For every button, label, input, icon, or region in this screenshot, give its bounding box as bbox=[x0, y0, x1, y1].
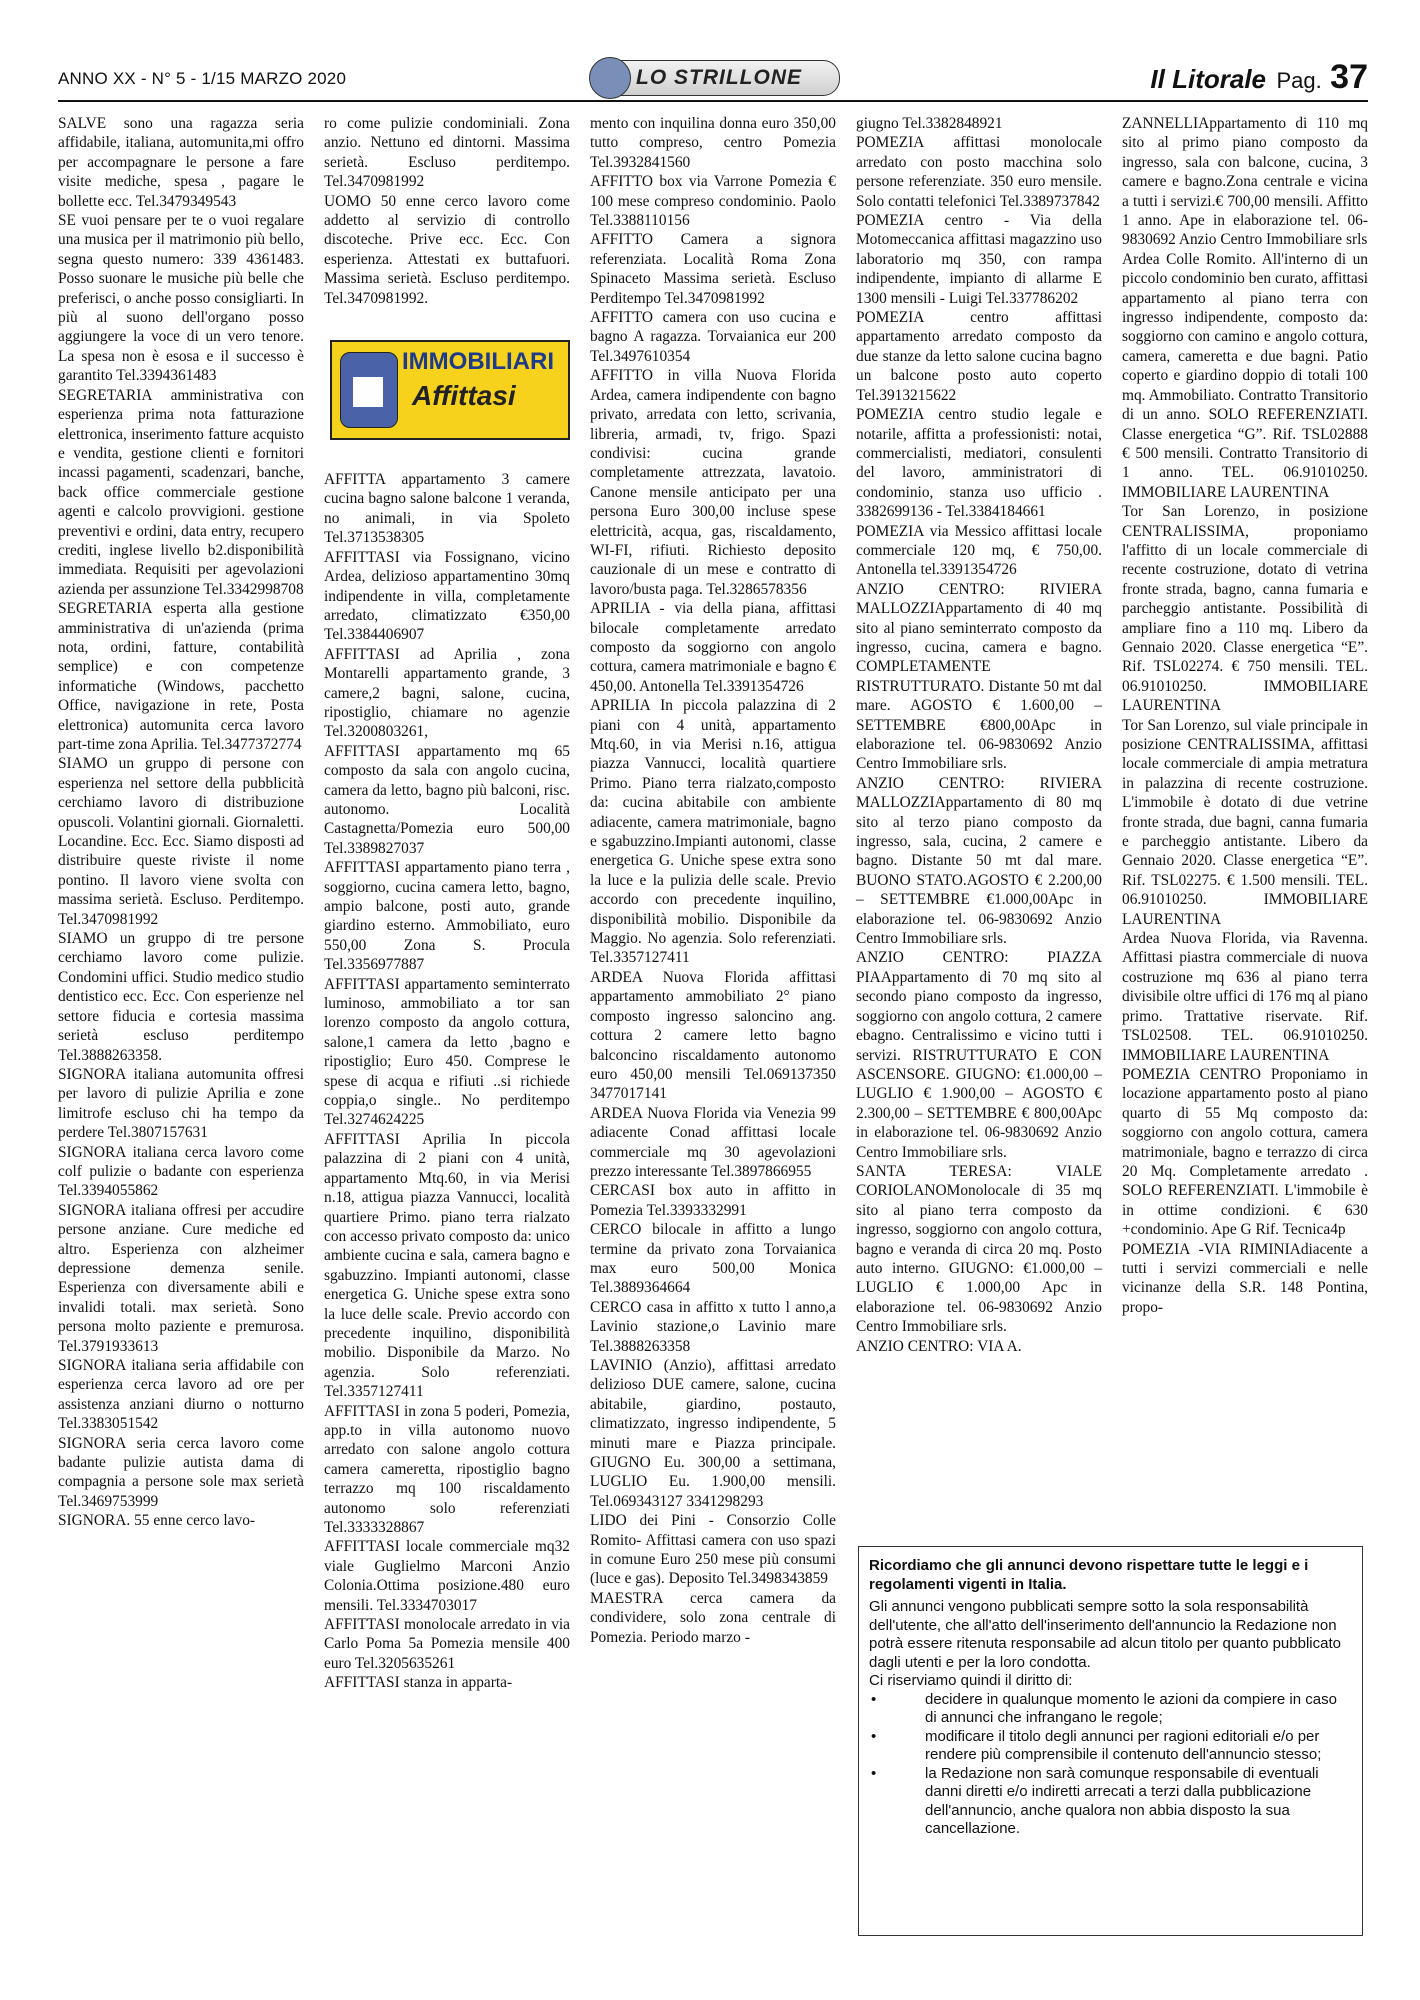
classified-ad: Ardea Colle Romito. All'interno di un piccolo condominio ben curato, affittasi appartamento al piano terra con ingresso indipendente, composto da: soggiorno con camino e angolo cottura, camera, cameretta e due bagni. Patio coperto e giardino doppio di totali 100 mq. Ammobiliato. Contratto Transitorio di un anno. SOLO REFERENZIATI. Classe energetica “G”. Rif. TSL02888 € 500 mensili. Contratto Transitorio di 1 anno. TEL. 06.91010250. IMMOBILIARE LAURENTINA bbox=[1122, 250, 1368, 501]
column-2 bbox=[324, 114, 570, 1693]
classified-ad: LAVINIO (Anzio), affittasi arredato delizioso DUE camere, salone, cucina abitabile, giardino, postauto, climatizzato, ingresso indipendente, 5 minuti mare e Piazza principale. GIUGNO Eu. 300,00 a settimana, LUGLIO Eu. 1.900,00 mensili. Tel.069343127 3341298293 bbox=[590, 1357, 836, 1510]
classified-ad: CERCO casa in affitto x tutto l anno,a Lavinio stazione,o Lavinio mare Tel.3888263358 bbox=[590, 1298, 836, 1355]
classified-ad: SIGNORA seria cerca lavoro come badante pulizie autista dama di compagnia a persone sole max serietà Tel.3469753999 bbox=[58, 1434, 304, 1510]
classified-ad: SIAMO un gruppo di persone con esperienza nel settore della pubblicità cerchiamo lavoro di distribuzione opuscoli. Volantini giornali. Giornaletti. Locandine. Ecc. Ecc. Siamo disposti ad distribuire queste riviste il nome pontino. Il lavoro viene svolta con massima serietà. Escluso. Perditempo. Tel.3470981992 bbox=[58, 755, 304, 928]
logo-text: LO STRILLONE bbox=[636, 66, 802, 89]
classified-ad: SEGRETARIA esperta alla gestione amministrativa di un'azienda (prima nota, ordini, fatture, contabilità semplice) e con competenze informatiche (Windows, pacchetto Office, navigazione in rete, Posta elettronica) automunita cerca lavoro part-time zona Aprilia. Tel.3477372774 bbox=[58, 600, 304, 753]
classified-ad: POMEZIA centro - Via della Motomeccanica affittasi magazzino uso laboratorio mq 350, con rampa indipendente, impianto di allarme E 1300 mensili - Luigi Tel.337786202 bbox=[856, 212, 1102, 307]
notice-bullet: • la Redazione non sarà comunque responsabile di eventuali danni diretti e/o indiretti arrecati a terzi dalla pubblicazione dell'annuncio, anche qualora non abbia disposto la sua cancellazione. bbox=[869, 1765, 1352, 1839]
immobiliari-affittasi-banner bbox=[330, 340, 570, 440]
classified-ad: SIGNORA italiana automunita offresi per lavoro di pulizie Aprilia e zone limitrofe escluso chi ha tempo da perdere Tel.3807157631 bbox=[58, 1065, 304, 1142]
page-label: Pag. bbox=[1276, 68, 1322, 93]
classified-ad: Tor San Lorenzo, in posizione CENTRALISSIMA, proponiamo l'affitto di un locale commerciale di recente costruzione, dotato di vetrina fronte strada, bagno, canna fumaria e parcheggio antistante. Possibilità di ampliare fino a 110 mq. Libero da Gennaio 2020. Classe energetica “E”. Rif. TSL02274. € 750 mensili. TEL. 06.91010250. IMMOBILIARE LAURENTINA bbox=[1122, 503, 1368, 715]
classified-ad: SIAMO un gruppo di tre persone cerchiamo lavoro come pulizie. Condomini uffici. Studio medico studio dentistico ecc. Ecc. Con esperienze nel settore fiducia e cortesia massima serietà escluso perditempo Tel.3888263358. bbox=[58, 930, 304, 1064]
classified-ad: APRILIA In piccola palazzina di 2 piani con 4 unità, appartamento Mtq.60, in via Merisi n.16, attigua piazza Vannucci, località quartiere Primo. Piano terra rialzato,composto da: cucina abitabile con ambiente adiacente, camera matrimoniale, bagno e sgabuzzino.Impianti autonomi, classe energetica G. Uniche spese extra sono la luce e la pulizia delle scale. Previo accordo con precedente inquilino, disponibilità mobilio. Disponibile da Maggio. No agenzia. Solo referenziati. Tel.3357127411 bbox=[590, 697, 836, 967]
classified-ad: AFFITTASI via Fossignano, vicino Ardea, delizioso appartamentino 30mq indipendente in villa, completamente arredato, climatizzato €350,00 Tel.3384406907 bbox=[324, 548, 570, 644]
paper-name: Il Litorale bbox=[1150, 64, 1266, 94]
classified-ad: ZANNELLIAppartamento di 110 mq sito al primo piano composto da ingresso, sala con balcone, cucina, 3 camere e bagno.Zona centrale e vicina a tutti i servizi.€ 700,00 mensili. Affitto 1 anno. Ape in elaborazione tel. 06-9830692 Anzio Centro Immobiliare srls bbox=[1122, 115, 1368, 249]
classified-ad: SANTA TERESA: VIALE CORIOLANOMonolocale di 35 mq sito al piano terra composto da ingresso, soggiorno con angolo cottura, bagno e veranda di circa 20 mq. Posto auto interno. GIUGNO: €1.000,00 – LUGLIO € 1.000,00 Apc in elaborazione tel. 06-9830692 Anzio Centro Immobiliare srls. bbox=[856, 1162, 1102, 1336]
classified-ad: AFFITTASI monolocale arredato in via Carlo Poma 5a Pomezia mensile 400 euro Tel.3205635261 bbox=[324, 1616, 570, 1672]
house-icon bbox=[340, 352, 398, 428]
page-number: 37 bbox=[1330, 58, 1368, 96]
classified-ad: ANZIO CENTRO: PIAZZA PIAAppartamento di 70 mq sito al secondo piano composto da ingresso, soggiorno con angolo cottura, 2 camere ebagno. Centralissimo e vicino tutti i servizi. RISTRUTTURATO E CON ASCENSORE. GIUGNO: €1.000,00 – LUGLIO € 1.900,00 – AGOSTO € 2.300,00 – SETTEMBRE € 800,00Apc in elaborazione tel. 06-9830692 Anzio Centro Immobiliare srls. bbox=[856, 949, 1102, 1161]
classified-ad: POMEZIA -VIA RIMINIAdiacente a tutti i servizi commerciali e nelle vicinanze della S.R. 148 Pontina, propo- bbox=[1122, 1240, 1368, 1316]
classified-ad: Ardea Nuova Florida, via Ravenna. Affittasi piastra commerciale di nuova costruzione mq 636 al piano terra divisibile oltre uffici di 176 mq al piano primo. Trattative riservate. Rif. TSL02508. TEL. 06.91010250. IMMOBILIARE LAURENTINA bbox=[1122, 930, 1368, 1064]
classified-ad: Tor San Lorenzo, sul viale principale in posizione CENTRALISSIMA, affittasi locale commerciale di ampia metratura in palazzina di recente costruzione. L'immobile è dotato di due vetrine fronte strada, due bagni, canna fumaria e parcheggio antistante. Libero da Gennaio 2020. Classe energetica “E”. Rif. TSL02275. € 1.500 mensili. TEL. 06.91010250. IMMOBILIARE LAURENTINA bbox=[1122, 716, 1368, 928]
lo-strillone-logo bbox=[598, 60, 840, 96]
column-1 bbox=[58, 114, 304, 1531]
banner-title: IMMOBILIARI bbox=[402, 348, 554, 376]
classified-ad: UOMO 50 enne cerco lavoro come addetto al servizio di controllo discoteche. Prive ecc. Ecc. Con esperienza. Attestati ex buttafuori. Massima serietà. Escluso perditempo. Tel.3470981992. bbox=[324, 192, 570, 307]
classified-ad: AFFITTO Camera a signora referenziata. Località Roma Zona Spinaceto Massima serietà. Escluso Perditempo Tel.3470981992 bbox=[590, 231, 836, 307]
mascot-icon bbox=[589, 57, 631, 99]
classified-ad: AFFITTO in villa Nuova Florida Ardea, camera indipendente con bagno privato, arredata con letto, scrivania, libreria, armadi, tv, frigo. Spazi condivisi: cucina grande completamente attrezzata, lavatoio. Canone mensile anticipato per una persona Euro 300,00 incluse spese elettricità, acqua, gas, riscaldamento, WI-FI, rifiuti. Richiesto deposito cauzionale di un mese e contratto di lavoro/busta paga. Tel.3286578356 bbox=[590, 367, 836, 598]
classified-ad: giugno Tel.3382848921 bbox=[856, 115, 1003, 132]
classified-ad: MAESTRA cerca camera da condividere, solo zona centrale di Pomezia. Periodo marzo - bbox=[590, 1589, 836, 1646]
classified-ad: ro come pulizie condominiali. Zona anzio. Nettuno ed dintorni. Massima serietà. Escluso perditempo. Tel.3470981992 bbox=[324, 115, 570, 191]
column-3 bbox=[590, 114, 836, 1647]
notice-heading: Ricordiamo che gli annunci devono rispettare tutte le leggi e i regolamenti vigenti in Italia. bbox=[869, 1557, 1309, 1593]
column-4 bbox=[856, 114, 1102, 1356]
classified-ad: SE vuoi pensare per te o vuoi regalare una musica per il matrimonio più bello, segna questo numero: 339 4361483. Posso suonare le musiche più belle che preferisci, o anche posso consigliarti. In più al suono dell'organo posso aggiungere la voce di un vero tenore. La spesa non è esosa e il successo è garantito Tel.3394361483 bbox=[58, 212, 304, 385]
banner-subtitle: Affittasi bbox=[412, 380, 516, 412]
classified-ad: POMEZIA centro affittasi appartamento arredato composto da due stanze da letto salone cucina bagno un balcone posto auto coperto Tel.3913215622 bbox=[856, 309, 1102, 404]
classified-ad: SIGNORA italiana offresi per accudire persone anziane. Cure mediche ed altro. Esperienza con alzheimer depressione demenza senile. Esperienza con diversamente abili e invalidi totali. max serietà. Sono persona molto paziente e premurosa. Tel.3791933613 bbox=[58, 1201, 304, 1355]
classified-ad: CERCO bilocale in affitto a lungo termine da privato zona Torvaianica max euro 500,00 Monica Tel.3889364664 bbox=[590, 1221, 836, 1297]
classified-ad: SIGNORA italiana cerca lavoro come colf pulizie o badante con esperienza Tel.3394055862 bbox=[58, 1143, 304, 1200]
classified-ad: ANZIO CENTRO: VIA A. bbox=[856, 1337, 1022, 1355]
classified-ad: AFFITTA appartamento 3 camere cucina bagno salone balcone 1 veranda, no animali, in via Spoleto Tel.3713538305 bbox=[324, 471, 570, 547]
issue-info: ANNO XX - N° 5 - 1/15 MARZO 2020 bbox=[58, 69, 347, 88]
classified-ad: ANZIO CENTRO: RIVIERA MALLOZZIAppartamento di 80 mq sito al terzo piano composto da ingresso, sala, cucina, 2 camere e bagno. Distante 50 mt dal mare. BUONO STATO.AGOSTO € 2.200,00 – SETTEMBRE €1.000,00Apc in elaborazione tel. 06-9830692 Anzio Centro Immobiliare srls. bbox=[856, 774, 1102, 948]
classified-ad: ARDEA Nuova Florida via Venezia 99 adiacente Conad affittasi locale commerciale mq 30 agevolazioni prezzo interessante Tel.3897866955 bbox=[590, 1104, 836, 1180]
classified-ad: APRILIA - via della piana, affittasi bilocale completamente arredato composto da soggiorno con angolo cottura, camera matrimoniale e bagno € 450,00. Antonella Tel.3391354726 bbox=[590, 600, 836, 695]
classified-ad: AFFITTASI appartamento seminterrato luminoso, ammobiliato a tor san lorenzo composto da angolo cottura, salone,1 camera da letto ,bagno e ripostiglio; Euro 450. Comprese le spese di acqua e rifiuti ..si richiede coppia,o single.. No perditempo Tel.3274624225 bbox=[324, 975, 570, 1129]
classified-ad: AFFITTO box via Varrone Pomezia € 100 mese compreso condominio. Paolo Tel.3388110156 bbox=[590, 173, 836, 230]
page-header bbox=[58, 56, 1368, 102]
classified-ad: AFFITTASI in zona 5 poderi, Pomezia, app.to in villa autonomo nuovo arredato con salone angolo cottura camera cameretta, ripostiglio bagno terrazzo mq 100 riscaldamento autonomo solo referenziati Tel.3333328867 bbox=[324, 1402, 570, 1536]
classified-ad: AFFITTASI appartamento mq 65 composto da sala con angolo cucina, camera da letto, bagno più balconi, risc. autonomo. Località Castagnetta/Pomezia euro 500,00 Tel.3389827037 bbox=[324, 742, 570, 857]
classified-ad: ARDEA Nuova Florida affittasi appartamento ammobiliato 2° piano composto ingresso saloncino ang. cottura 2 camere letto bagno balconcino riscaldamento autonomo euro 450,00 mensili Tel.069137350 3477017141 bbox=[590, 968, 836, 1103]
classified-ad: SIGNORA. 55 enne cerco lavo- bbox=[58, 1512, 256, 1530]
classified-ad: mento con inquilina donna euro 350,00 tutto compreso, centro Pomezia Tel.3932841560 bbox=[590, 115, 836, 171]
notice-bullet: • modificare il titolo degli annunci per ragioni editoriali e/o per rendere più comprensibile il contenuto dell'annuncio stesso; bbox=[869, 1728, 1352, 1765]
classified-ad: AFFITTASI appartamento piano terra , soggiorno, cucina camera letto, bagno, ampio balcone, posti auto, grande giardino esterno. Ammobiliato, euro 550,00 Zona S. Procula Tel.3356977887 bbox=[324, 859, 570, 974]
notice-body: Gli annunci vengono pubblicati sempre sotto la sola responsabilità dell'utente, che all'atto dell'inserimento dell'annuncio la Redazione non potrà essere ritenuta responsabile ad alcun titolo per quanto pubblicato dagli utenti e per la loro condotta. bbox=[869, 1598, 1341, 1671]
classified-ad: SEGRETARIA amministrativa con esperienza prima nota fatturazione elettronica, inserimento fatture acquisto e vendita, gestione clienti e fornitori incassi pagamenti, scadenzari, banche, back office commerciale gestione agenti e calcolo provvigioni. gestione preventivi e ordini, data entry, recupero crediti, inglese livello b2.disponibilità immediata. Requisiti per agevolazioni azienda per assunzione Tel.3342998708 bbox=[58, 386, 304, 598]
classified-ad: CERCASI box auto in affitto in Pomezia Tel.3393332991 bbox=[590, 1182, 836, 1219]
classified-ad: SIGNORA italiana seria affidabile con esperienza cerca lavoro ad ore per assistenza anziani diurno o notturno Tel.3383051542 bbox=[58, 1357, 304, 1433]
newspaper-page bbox=[58, 56, 1368, 1956]
notice-intro: Ci riserviamo quindi il diritto di: bbox=[869, 1672, 1073, 1689]
classified-ad: SALVE sono una ragazza seria affidabile, italiana, automunita,mi offro per accompagnare le persone a fare visite mediche, spesa , pagare le bollette ecc. Tel.3479349543 bbox=[58, 115, 304, 210]
classified-ad: POMEZIA centro studio legale e notarile, affitta a professionisti: notai, commercialisti, mediatori, consulenti del lavoro, amministratori di condominio, stanza uso ufficio . 3382699136 - Tel.3384184661 bbox=[856, 406, 1102, 521]
classified-ad: POMEZIA affittasi monolocale arredato con posto macchina solo persone referenziate. 350 euro mensile. Solo contatti telefonici Tel.3389737842 bbox=[856, 134, 1102, 210]
classified-ad: AFFITTASI locale commerciale mq32 viale Guglielmo Marconi Anzio Colonia.Ottima posizione.480 euro mensili. Tel.3334703017 bbox=[324, 1538, 570, 1614]
classified-ad: AFFITTASI stanza in apparta- bbox=[324, 1674, 513, 1692]
column-5 bbox=[1122, 114, 1368, 1317]
classified-ad: AFFITTO camera con uso cucina e bagno A ragazza. Torvaianica eur 200 Tel.3497610354 bbox=[590, 309, 836, 365]
classified-ad: AFFITTASI Aprilia In piccola palazzina di 2 piani con 4 unità, appartamento Mtq.60, in via Merisi n.18, attigua piazza Vannucci, località quartiere Primo. piano terra rialzato con accesso privato composto da: unico ambiente cucina e sala, camera bagno e sgabuzzino. Impianti autonomi, classe energetica G. Uniche spese extra sono la luce delle scale. Previo accordo con precedente inquilino, disponibilità mobilio. Disponibile da Marzo. No agenzia. Solo referenziati. Tel.3357127411 bbox=[324, 1130, 570, 1401]
classified-ad: ANZIO CENTRO: RIVIERA MALLOZZIAppartamento di 40 mq sito al piano seminterrato composto da ingresso, cucina, camera e bagno. COMPLETAMENTE RISTRUTTURATO. Distante 50 mt dal mare. AGOSTO € 1.600,00 – SETTEMBRE €800,00Apc in elaborazione tel. 06-9830692 Anzio Centro Immobiliare srls. bbox=[856, 580, 1102, 773]
classified-ad: AFFITTASI ad Aprilia , zona Montarelli appartamento grande, 3 camere,2 bagni, salone, cucina, ripostiglio, chiamare no agenzie Tel.3200803261, bbox=[324, 645, 570, 741]
notice-bullet: • decidere in qualunque momento le azioni da compiere in caso di annunci che infrangano le regole; bbox=[869, 1691, 1352, 1728]
classified-ad: POMEZIA CENTRO Proponiamo in locazione appartamento posto al piano quarto di 55 Mq composto da: soggiorno con angolo cottura, camera matrimoniale, bagno e terrazzo di circa 20 Mq. Completamente arredato . SOLO REFERENZIATI. L'immobile è in ottime condizioni. € 630 +condominio. Ape G Rif. Tecnica4p bbox=[1122, 1065, 1368, 1239]
classified-ad: POMEZIA via Messico affittasi locale commerciale 120 mq, € 750,00. Antonella tel.3391354726 bbox=[856, 522, 1102, 579]
masthead bbox=[1150, 58, 1368, 97]
classified-ad: LIDO dei Pini - Consorzio Colle Romito- Affittasi camera con uso spazi in comune Euro 250 mese più consumi (luce e gas). Deposito Tel.3498343859 bbox=[590, 1512, 836, 1588]
legal-notice-box bbox=[858, 1546, 1363, 1936]
notice-list bbox=[869, 1691, 1352, 1839]
